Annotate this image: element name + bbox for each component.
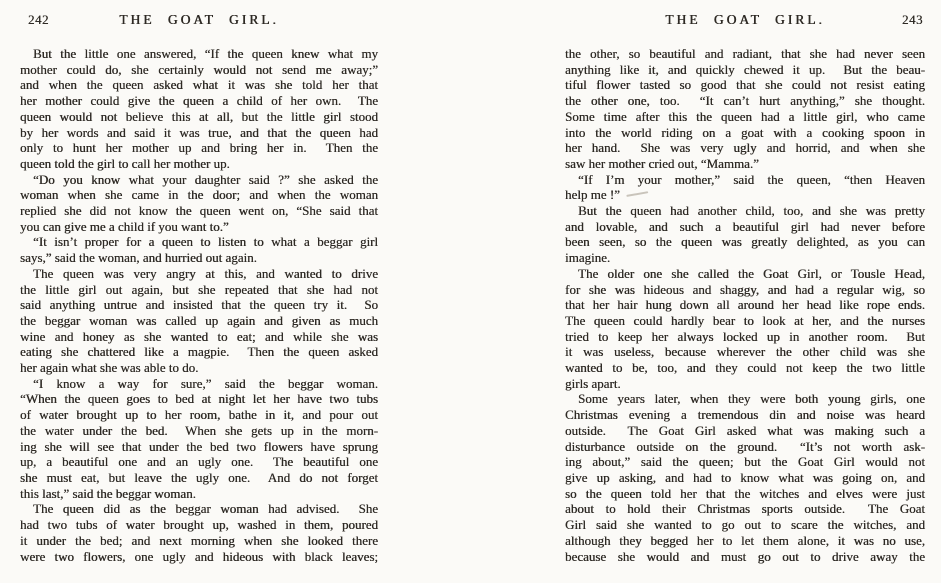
text-line: only to hunt her mother up and bring her in. Then the	[20, 140, 378, 156]
text-line: The older one she called the Goat Girl, or Tousle Head,	[578, 265, 925, 281]
paragraph	[565, 391, 925, 564]
text-line: ing about,” said the queen; but the Goat Girl would not	[565, 454, 925, 470]
text-line: because she would and must go out to drive away the	[565, 548, 925, 564]
text-line: the little girl out again, but she repeated that she had not	[20, 281, 378, 297]
text-line: Girl said she wanted to go out to scare the witches, and	[565, 517, 925, 533]
text-line: it was useless, because wherever the other child was she	[565, 344, 925, 360]
text-line: mother could do, she certainly would not send me away;”	[20, 61, 378, 77]
paragraph	[565, 46, 925, 172]
text-line: replied she did not know the queen went on, “She said that	[20, 203, 378, 219]
text-line: outside. The Goat Girl asked what was making such a	[565, 422, 925, 438]
text-line: “If I’m your mother,” said the queen, “then Heaven	[578, 171, 925, 187]
text-line: give up asking, and had to know what was going on, and	[565, 469, 925, 485]
text-line: says,” said the woman, and hurried out again.	[20, 250, 257, 266]
text-line: Christmas evening a tremendous din and noise was heard	[565, 407, 925, 423]
text-line: of water brought up to her room, bathe in it, and pour out	[20, 407, 378, 423]
text-line: she must eat, but leave the ugly one. And do not forget	[20, 469, 378, 485]
text-line: “I know a way for sure,” said the beggar woman.	[33, 375, 378, 391]
text-line: by her words and said it was true, and that the queen had	[20, 124, 378, 140]
text-line: the water under the bed. When she gets up in the morn-	[20, 422, 378, 438]
paragraph	[20, 234, 378, 265]
text-line: ing she will see that under the bed two flowers have sprung	[20, 438, 378, 454]
text-line: although they begged her to let them alone, it was no use,	[565, 532, 925, 548]
paragraph	[565, 266, 925, 392]
paragraph	[20, 266, 378, 376]
text-line: up, a beautiful one and an ugly one. The beautiful one	[20, 454, 378, 470]
text-line: imagine.	[565, 250, 611, 266]
text-line: her mother could give the queen a child of her own. The	[20, 93, 378, 109]
paragraph	[565, 172, 925, 203]
text-line: you can give me a child if you want to.”	[20, 218, 229, 234]
text-line: “When the queen goes to bed at night let her have two tubs	[20, 391, 378, 407]
left-page-header	[20, 12, 378, 29]
left-page	[20, 12, 378, 564]
left-page-number: 242	[28, 12, 49, 27]
text-line: Some years later, when they were both young girls, one	[578, 391, 925, 407]
text-line: so the queen told her that the witches and elves were just	[565, 485, 925, 501]
text-line: wanted to be, too, and they could not keep the two little	[565, 360, 925, 376]
text-line: help me !”	[565, 187, 925, 203]
paragraph	[20, 46, 378, 172]
text-line: it under the bed; and next morning when she looked there	[20, 532, 378, 548]
text-line: her again what she was able to do.	[20, 360, 199, 376]
text-line: woman when she came in the door; and when the woman	[20, 187, 378, 203]
paragraph	[20, 376, 378, 502]
paragraph	[565, 203, 925, 266]
text-line: her hand. She was very ugly and horrid, and when she	[565, 140, 925, 156]
running-title-right: THE GOAT GIRL.	[665, 12, 825, 27]
paragraph	[20, 172, 378, 235]
text-line: “It isn’t proper for a queen to listen to what a beggar girl	[33, 234, 378, 250]
left-page-text	[20, 46, 378, 564]
paragraph	[20, 501, 378, 564]
text-line: for she was hideous and shaggy, and had a regular wig, so	[565, 281, 925, 297]
text-line: The queen was very angry at this, and wanted to drive	[33, 265, 378, 281]
text-line: queen would not believe this at all, but the little girl stood	[20, 108, 378, 124]
text-line: “Do you know what your daughter said ?” she asked the	[33, 171, 378, 187]
text-line: eating she chattered like a magpie. Then the queen asked	[20, 344, 378, 360]
right-page-text	[565, 46, 925, 564]
right-page-header	[565, 12, 925, 29]
right-page-number: 243	[902, 12, 923, 27]
pencil-mark	[626, 191, 648, 197]
text-line: about to hold their Christmas sports outside. The Goat	[565, 501, 925, 517]
text-line: been seen, so the queen was greatly delighted, as you can	[565, 234, 925, 250]
text-line: into the world riding on a goat with a cooking spoon in	[565, 124, 925, 140]
text-line: and when the queen asked what it was she told her that	[20, 77, 378, 93]
text-line: girls apart.	[565, 375, 621, 391]
text-line: the beggar woman was called up again and given as much	[20, 312, 378, 328]
text-line: had two tubs of water brought up, washed in them, poured	[20, 517, 378, 533]
text-line: that her hair hung down all around her head like rope ends.	[565, 297, 925, 313]
text-line: wine and honey as she wanted to eat; and while she was	[20, 328, 378, 344]
text-line: this last,” said the beggar woman.	[20, 485, 196, 501]
text-line: said anything untrue and insisted that the queen try it. So	[20, 297, 378, 313]
right-page	[565, 12, 925, 564]
text-line: and lovable, and such a beautiful girl had never before	[565, 218, 925, 234]
text-line: tried to keep her always locked up in another room. But	[565, 328, 925, 344]
text-line: were two flowers, one ugly and hideous with black leaves;	[20, 548, 378, 564]
text-line: tiful flower tasted so good that she could not resist eating	[565, 77, 925, 93]
text-line: The queen did as the beggar woman had advised. She	[33, 501, 378, 517]
text-line: the other, so beautiful and radiant, that she had never seen	[565, 46, 925, 61]
text-line: The queen could hardly bear to look at her, and the nurses	[565, 312, 925, 328]
text-line: Some time after this the queen had a little girl, who came	[565, 108, 925, 124]
text-line: the other one, too. “It can’t hurt anything,” she thought.	[565, 93, 925, 109]
text-line: disturbance outside on the ground. “It’s not worth ask-	[565, 438, 925, 454]
text-line: But the little one answered, “If the queen knew what my	[33, 46, 378, 61]
text-line: anything like it, and quickly chewed it up. But the beau-	[565, 61, 925, 77]
running-title-left: THE GOAT GIRL.	[119, 12, 279, 27]
text-line: saw her mother cried out, “Mamma.”	[565, 155, 759, 171]
text-line: But the queen had another child, too, and she was pretty	[578, 203, 925, 219]
text-line: queen told the girl to call her mother up.	[20, 155, 230, 171]
